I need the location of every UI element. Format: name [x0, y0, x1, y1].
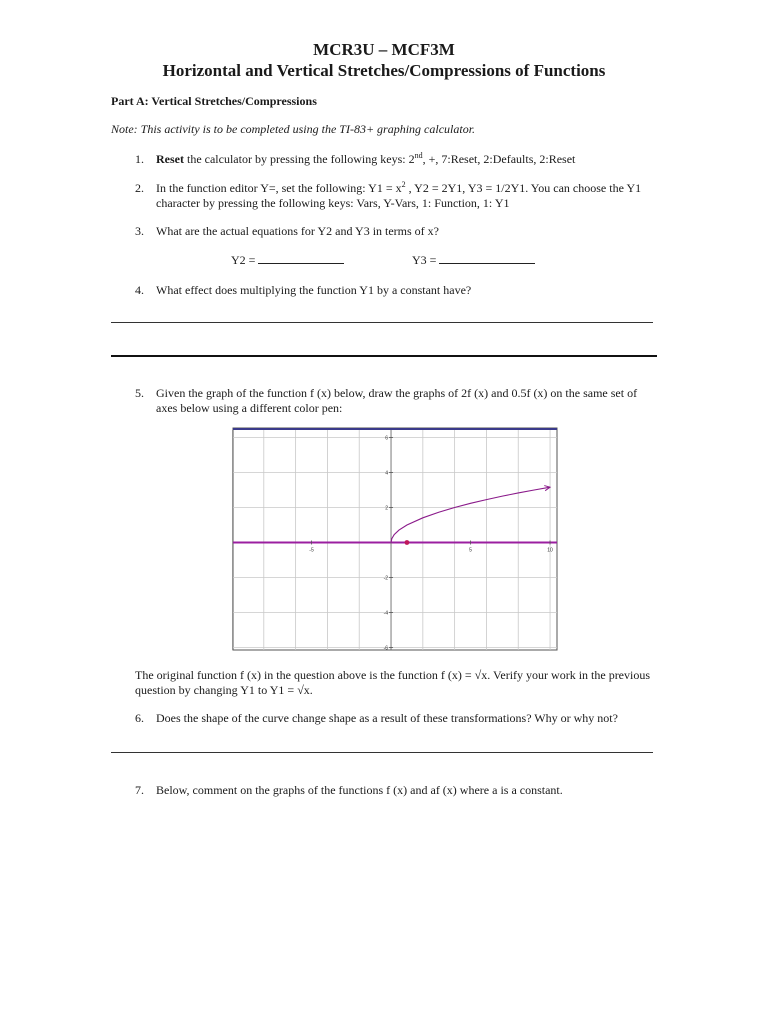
y2-answer-blank[interactable] — [258, 253, 344, 264]
worksheet-title: Horizontal and Vertical Stretches/Compressions of Functions — [162, 61, 606, 80]
question-text — [156, 152, 656, 167]
original-function-note: The original function f (x) in the question above is the function f (x) = √x. Verify your work in the previous question by changing Y1 to Y1 = √x. — [135, 668, 651, 697]
question-number: 2. — [135, 181, 144, 195]
y-tick-label: -6 — [383, 645, 389, 651]
course-code: MCR3U – MCF3M — [313, 40, 455, 59]
y-tick-label: 6 — [385, 435, 389, 442]
question-text-part: the calculator by pressing the following keys: 2 — [183, 152, 415, 166]
data-point — [405, 540, 410, 545]
y-tick-label: -2 — [383, 575, 389, 582]
y3-label: Y3 = — [412, 253, 437, 267]
question-text: Does the shape of the curve change shape as a result of these transformations? Why or why not? — [156, 711, 618, 725]
reset-keyword: Reset — [156, 152, 184, 166]
answer-line[interactable] — [111, 752, 653, 753]
answer-line[interactable] — [111, 322, 653, 323]
superscript: 2 — [401, 180, 406, 189]
graph-frame — [233, 428, 557, 650]
question-text: What effect does multiplying the function Y1 by a constant have? — [156, 283, 472, 297]
question-text: Below, comment on the graphs of the functions f (x) and af (x) where a is a constant. — [156, 783, 563, 797]
y-tick-label: -4 — [383, 610, 389, 617]
x-tick-label: 5 — [469, 547, 472, 554]
y2-answer — [231, 253, 344, 268]
note: Note: This activity is to be completed using the TI-83+ graphing calculator. — [111, 122, 476, 136]
question-number: 4. — [135, 283, 144, 297]
superscript: nd — [414, 151, 423, 160]
x-tick-label: -5 — [309, 547, 314, 554]
x-tick-label: 10 — [547, 547, 553, 554]
y-tick-label: 2 — [385, 505, 389, 512]
question-number: 7. — [135, 783, 144, 797]
question-text: Given the graph of the function f (x) below, draw the graphs of 2f (x) and 0.5f (x) on the same set of axes below using a different color pen: — [156, 386, 638, 415]
question-number: 5. — [135, 386, 144, 400]
question-text — [156, 181, 656, 210]
question-text-part: , Y2 = 2Y1, Y3 = 1/2Y1. You can choose the Y1 character by pressing the following keys: Vars, Y-Vars, 1: Function, 1: Y1 — [156, 181, 642, 210]
question-number: 6. — [135, 711, 144, 725]
section-divider — [111, 355, 657, 357]
y3-answer-blank[interactable] — [439, 253, 535, 264]
function-graph[interactable] — [232, 427, 558, 651]
question-text-part: In the function editor Y=, set the following: Y1 = x — [156, 181, 402, 195]
question-text: What are the actual equations for Y2 and Y3 in terms of x? — [156, 224, 440, 238]
y2-label: Y2 = — [231, 253, 256, 267]
question-number: 3. — [135, 224, 144, 238]
y3-answer — [412, 253, 535, 268]
question-number: 1. — [135, 152, 144, 166]
part-a-heading: Part A: Vertical Stretches/Compressions — [111, 94, 317, 108]
question-text-part: , +, 7:Reset, 2:Defaults, 2:Reset — [422, 152, 576, 166]
y-tick-label: 4 — [385, 470, 389, 477]
